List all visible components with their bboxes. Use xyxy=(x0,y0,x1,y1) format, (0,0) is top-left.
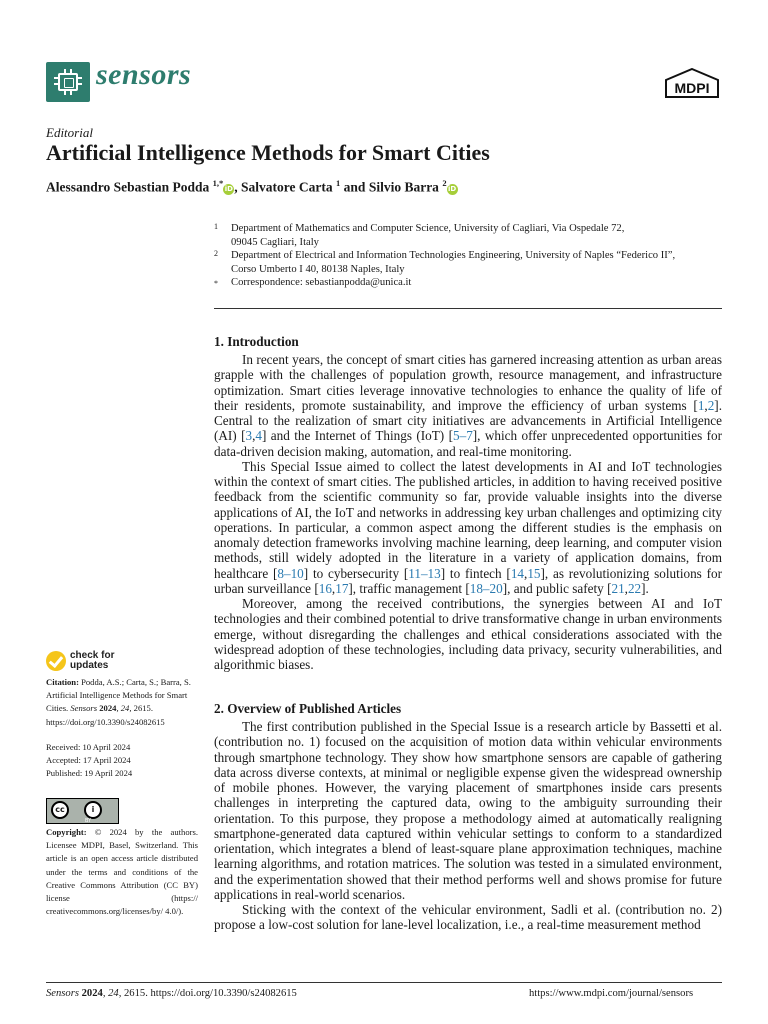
author-name: Salvatore Carta xyxy=(241,179,333,195)
journal-logo-icon xyxy=(46,62,90,102)
divider xyxy=(214,308,722,309)
check-updates-line: check for xyxy=(70,650,115,661)
footer-divider xyxy=(46,982,722,983)
citation-link[interactable]: 14 xyxy=(510,565,525,581)
journal-name: sensors xyxy=(96,58,192,91)
attribution-icon: i xyxy=(84,801,102,819)
paragraph: The first contribution published in the Special Issue is a research article by Bassetti et al. (contribution no. 1) focused on the acquisition of motion data within vehicular environments through smartphone technology. They show how smartphone sensors are capable of gathering data across diverse contexts, at minimal or negligible expense given the widespread ownership of mobile phones. However, the varying placement of smartphones inside cars presents challenges in interpreting the captured data, owing to the ambiguity surrounding their orientation. To this purpose, they propose a methodology aimed at automatically realigning smartphone-generated data captured within vehicular settings to conform to a standardized orientation, which integrates a blend of least-square plane approximation techniques, machine learning algorithms, and rotation matrices. The solution was tested in a simulated environment, and the experimentation showed that their method performs well and shows promise for future applications in real-world scenarios. xyxy=(214,719,722,902)
body-text xyxy=(214,352,722,672)
mdpi-logo-icon xyxy=(664,68,720,102)
orcid-icon[interactable]: iD xyxy=(224,184,233,193)
author-affiliation-mark: 1 xyxy=(336,178,341,188)
citation-link[interactable]: 1 xyxy=(697,397,705,413)
citation-block: Citation: Podda, A.S.; Carta, S.; Barra, S. Artificial Intelligence Methods for Smart Cities. Sensors 2024, 24, 2615. https://doi.org/10.3390/s24082615 xyxy=(46,677,191,727)
received-date: Received: 10 April 2024 xyxy=(46,742,131,752)
paragraph: Sticking with the context of the vehicular environment, Sadli et al. (contribution no. 2) propose a low-cost solution for lane-level localization, i.e., a real-time measurement method xyxy=(214,902,722,933)
citation-link[interactable]: 3 xyxy=(245,428,253,444)
body-text xyxy=(214,719,722,933)
orcid-icon[interactable]: iD xyxy=(447,184,457,193)
author-affiliation-mark: 2 xyxy=(442,178,447,188)
citation-link[interactable]: 4 xyxy=(255,428,262,444)
check-for-updates-button[interactable] xyxy=(46,651,114,671)
affiliation: 1 Department of Mathematics and Computer Science, University of Cagliari, Via Ospedale 72, 09045 Cagliari, Italy xyxy=(214,222,625,248)
citation-link[interactable]: 18–20 xyxy=(469,580,503,596)
citation-link[interactable]: 16 xyxy=(318,580,332,596)
article-title: Artificial Intelligence Methods for Smart Cities xyxy=(46,140,490,165)
citation-link[interactable]: 17 xyxy=(335,580,349,596)
author-name: Silvio Barra xyxy=(368,179,439,195)
author-separator: , xyxy=(234,179,242,195)
footer-citation: Sensors 2024, 24, 2615. https://doi.org/10.3390/s24082615 xyxy=(46,988,297,999)
cc-by-license-badge[interactable] xyxy=(46,798,119,824)
affiliation: 2 Department of Electrical and Information Technologies Engineering, University of Naples “Federico II”, Corso Umberto I 40, 80138 Naples, Italy xyxy=(214,249,676,275)
by-label: BY xyxy=(85,818,92,824)
published-date: Published: 19 April 2024 xyxy=(46,768,133,779)
section-heading: 1. Introduction xyxy=(214,334,299,349)
section-heading: 2. Overview of Published Articles xyxy=(214,701,402,716)
author-list xyxy=(46,178,458,196)
paragraph: Moreover, among the received contributions, the synergies between AI and IoT technologies and their combined potential to drive transformative change in urban environments emerge, without disregarding the challenges and ethical considerations associated with the widespread adoption of these technologies, including data privacy, security vulnerabilities, and algorithmic biases. xyxy=(214,596,722,672)
dates-block xyxy=(46,741,198,781)
author-separator: and xyxy=(340,179,369,195)
citation-link[interactable]: 22 xyxy=(627,580,642,596)
citation-link[interactable]: 5–7 xyxy=(453,428,473,444)
paragraph: This Special Issue aimed to collect the latest developments in AI and IoT technologies within the context of smart cities. The published articles, in addition to having received positive feedback from the scientific community so far, provide valuable insights into the diverse applications of AI, the IoT and networks in addressing key urban challenges and optimizing city operations. In particular, a common aspect among the different studies is the emphasis on anomaly detection frameworks involving machine learning, deep learning, and computer vision methods, still widely adopted in the literature in a variety of application domains, from healthcare [8–10] to cybersecurity [11–13] to fintech [14,15], as revolutionizing solutions for urban surveillance [16,17], traffic management [18–20], and public safety [21,22]. xyxy=(214,458,722,596)
cc-icon: cc xyxy=(51,801,69,819)
author-name: Alessandro Sebastian Podda xyxy=(46,179,210,195)
checkmark-icon xyxy=(46,651,66,671)
author-affiliation-mark: 1,* xyxy=(212,178,224,188)
accepted-date: Accepted: 17 April 2024 xyxy=(46,755,131,766)
footer-journal-url[interactable]: https://www.mdpi.com/journal/sensors xyxy=(529,988,694,999)
article-type: Editorial xyxy=(46,125,93,140)
check-updates-line: updates xyxy=(70,660,109,671)
citation-link[interactable]: 2 xyxy=(707,397,715,413)
citation-link[interactable]: 15 xyxy=(527,565,541,581)
paragraph: In recent years, the concept of smart cities has garnered increasing attention as urban areas grapple with the challenges of population growth, resource management, and infrastructure optimization. Smart cities leverage innovative technologies to enhance the quality of life of their residents, promote sustainability, and improve the efficiency of urban systems [1,2]. Central to the realization of smart city initiatives are advancements in Artificial Intelligence (AI) [3,4] and the Internet of Things (IoT) [5–7], which offer unprecedented opportunities for data-driven decision making, automation, and real-time monitoring. xyxy=(214,352,722,459)
citation-link[interactable]: 21 xyxy=(611,580,625,596)
citation-link[interactable]: 11–13 xyxy=(408,565,441,581)
citation-link[interactable]: 8–10 xyxy=(277,565,304,581)
publisher-name: MDPI xyxy=(674,80,710,96)
copyright-block: Copyright: © 2024 by the authors. Licensee MDPI, Basel, Switzerland. This article is an open access article distributed under the terms and conditions of the Creative Commons Attribution (CC BY) license (https:// creativecommons.org/licenses/by/ 4.0/). xyxy=(46,827,198,917)
correspondence: * Correspondence: sebastianpodda@unica.it xyxy=(214,277,412,288)
